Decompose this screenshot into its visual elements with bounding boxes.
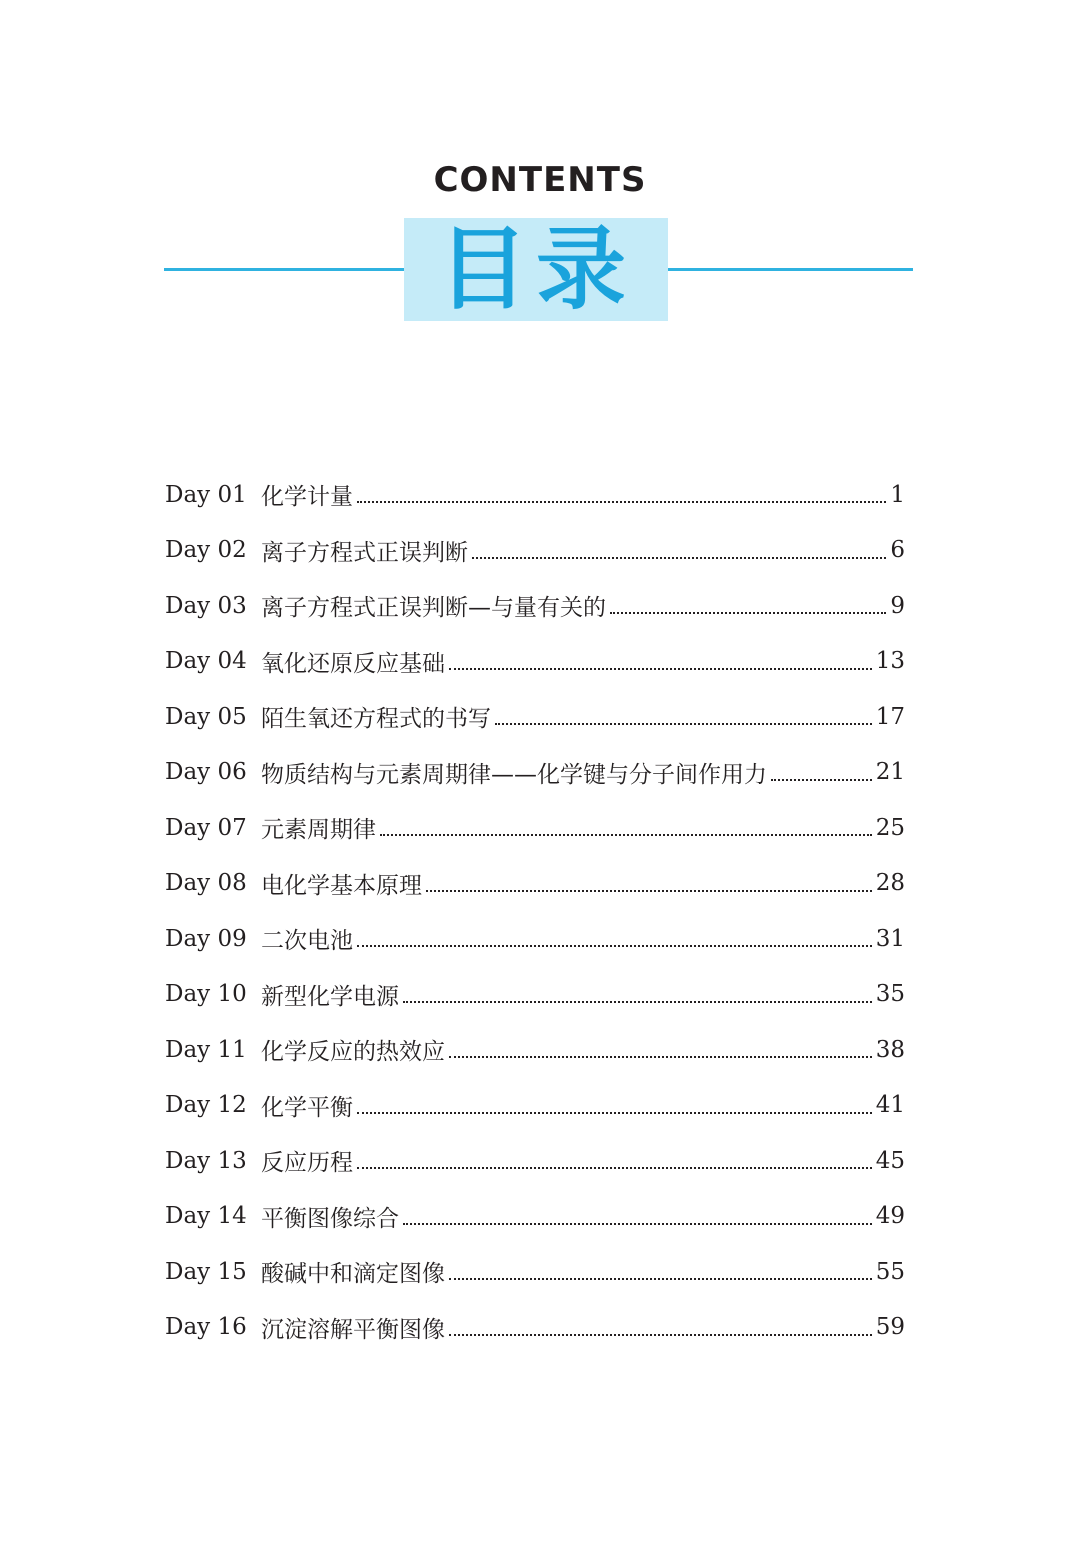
toc-topic-title: 元素周期律 [261, 817, 376, 844]
toc-entry[interactable] [165, 1189, 905, 1245]
toc-dot-leader [610, 611, 886, 614]
toc-dot-leader [426, 889, 872, 892]
toc-page-number: 59 [875, 1314, 905, 1341]
toc-entry[interactable] [165, 1244, 905, 1300]
toc-page-number: 31 [875, 925, 905, 952]
toc-page-number: 25 [875, 814, 905, 841]
contents-heading: CONTENTS [433, 160, 647, 200]
toc-entry[interactable] [165, 1078, 905, 1134]
toc-day-label: Day 03 [165, 592, 247, 619]
toc-page-number: 28 [875, 870, 905, 897]
toc-dot-leader [357, 1166, 872, 1169]
toc-day-label: Day 04 [165, 648, 247, 675]
title-banner [404, 218, 668, 321]
toc-entry[interactable] [165, 1022, 905, 1078]
toc-day-label: Day 06 [165, 759, 247, 786]
toc-page-number: 13 [875, 648, 905, 675]
toc-topic-title: 离子方程式正误判断 [261, 539, 468, 566]
toc-topic-title: 化学反应的热效应 [261, 1039, 445, 1066]
toc-topic-title: 酸碱中和滴定图像 [261, 1261, 445, 1288]
toc-dot-leader [495, 722, 872, 725]
toc-topic-title: 电化学基本原理 [261, 872, 422, 899]
toc-page-number: 41 [875, 1092, 905, 1119]
toc-entry[interactable] [165, 634, 905, 690]
toc-page-number: 6 [890, 537, 905, 564]
toc-entry[interactable] [165, 800, 905, 856]
toc-entry[interactable] [165, 1133, 905, 1189]
toc-day-label: Day 02 [165, 537, 247, 564]
toc-topic-title: 陌生氧还方程式的书写 [261, 706, 491, 733]
toc-topic-title: 反应历程 [261, 1150, 353, 1177]
toc-entry[interactable] [165, 911, 905, 967]
toc-page-number: 35 [875, 981, 905, 1008]
toc-page-number: 1 [890, 481, 905, 508]
toc-day-label: Day 05 [165, 703, 247, 730]
toc-day-label: Day 09 [165, 925, 247, 952]
toc-day-label: Day 07 [165, 814, 247, 841]
toc-entry[interactable] [165, 745, 905, 801]
toc-day-label: Day 10 [165, 981, 247, 1008]
toc-day-label: Day 12 [165, 1092, 247, 1119]
toc-dot-leader [357, 500, 886, 503]
toc-entry[interactable] [165, 467, 905, 523]
page-title: 目录 [438, 216, 634, 322]
title-rule-left [164, 268, 406, 271]
toc-day-label: Day 08 [165, 870, 247, 897]
toc-topic-title: 化学平衡 [261, 1094, 353, 1121]
toc-topic-title: 物质结构与元素周期律——化学键与分子间作用力 [261, 761, 767, 788]
toc-day-label: Day 13 [165, 1147, 247, 1174]
toc-topic-title: 二次电池 [261, 928, 353, 955]
toc-dot-leader [449, 1333, 872, 1336]
toc-day-label: Day 15 [165, 1258, 247, 1285]
toc-entry[interactable] [165, 1300, 905, 1356]
toc-day-label: Day 14 [165, 1203, 247, 1230]
toc-dot-leader [357, 1111, 872, 1114]
toc-page-number: 49 [875, 1203, 905, 1230]
toc-page-number: 45 [875, 1147, 905, 1174]
toc-page-number: 21 [875, 759, 905, 786]
toc-dot-leader [472, 556, 886, 559]
table-of-contents [165, 467, 905, 1355]
toc-page-number: 9 [890, 592, 905, 619]
toc-dot-leader [449, 1277, 872, 1280]
toc-dot-leader [449, 1055, 872, 1058]
toc-dot-leader [403, 1000, 872, 1003]
toc-day-label: Day 16 [165, 1314, 247, 1341]
toc-topic-title: 离子方程式正误判断—与量有关的 [261, 595, 606, 622]
toc-entry[interactable] [165, 856, 905, 912]
toc-dot-leader [449, 667, 872, 670]
toc-dot-leader [403, 1222, 872, 1225]
toc-day-label: Day 11 [165, 1036, 247, 1063]
toc-entry[interactable] [165, 967, 905, 1023]
toc-topic-title: 平衡图像综合 [261, 1205, 399, 1232]
toc-page-number: 38 [875, 1036, 905, 1063]
toc-entry[interactable] [165, 689, 905, 745]
toc-topic-title: 沉淀溶解平衡图像 [261, 1316, 445, 1343]
toc-topic-title: 氧化还原反应基础 [261, 650, 445, 677]
toc-page-number: 17 [875, 703, 905, 730]
toc-day-label: Day 01 [165, 481, 247, 508]
toc-page-number: 55 [875, 1258, 905, 1285]
toc-dot-leader [380, 833, 872, 836]
toc-entry[interactable] [165, 523, 905, 579]
toc-dot-leader [357, 944, 872, 947]
title-rule-right [668, 268, 913, 271]
toc-topic-title: 化学计量 [261, 484, 353, 511]
toc-entry[interactable] [165, 578, 905, 634]
toc-topic-title: 新型化学电源 [261, 983, 399, 1010]
toc-dot-leader [771, 778, 872, 781]
